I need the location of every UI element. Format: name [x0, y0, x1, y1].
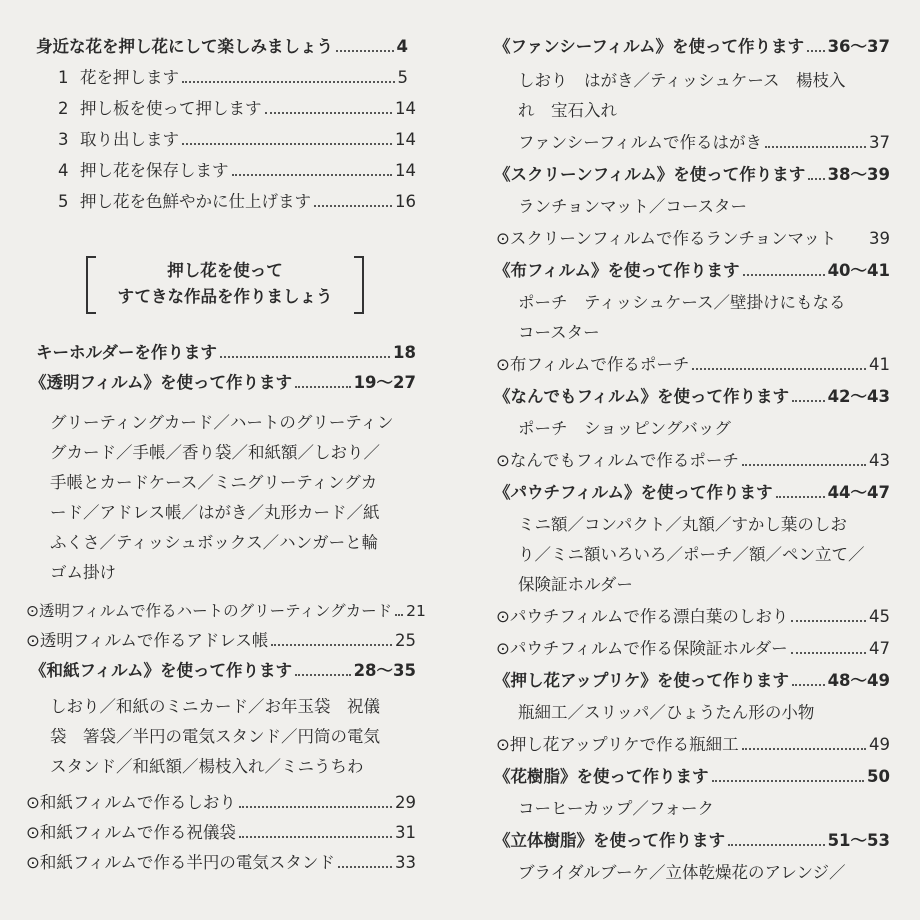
toc-subitems-line: 瓶細工／スリッパ／ひょうたん形の小物: [518, 703, 815, 722]
toc-entry-screen: [494, 156, 890, 186]
toc-entry-washi: [30, 652, 416, 682]
toc-entry-title: ⊙パウチフィルムで作る漂白葉のしおり: [496, 607, 789, 626]
toc-page-number: 40〜41: [827, 261, 890, 280]
toc-subitems-line: しおり／和紙のミニカード／お年玉袋 祝儀: [50, 697, 380, 716]
toc-page-number: 18: [393, 343, 416, 362]
toc-page-number: 48〜49: [827, 671, 890, 690]
leader-dots: [791, 620, 866, 622]
heading-line-1: 押し花を使って: [167, 261, 283, 280]
toc-subitems-line: ふくさ／ティッシュボックス／ハンガーと輪: [50, 533, 379, 552]
toc-entry-title: ⊙なんでもフィルムで作るポーチ: [496, 451, 739, 470]
leader-dots: [265, 112, 393, 114]
toc-page-number: 36〜37: [827, 37, 890, 56]
toc-subitems-line: 手帳とカードケース／ミニグリーティングカ: [50, 473, 378, 492]
toc-page-number: 50: [867, 767, 890, 786]
leader-dots: [728, 844, 825, 846]
toc-page-number: 33: [395, 853, 416, 872]
toc-page-number: 41: [869, 355, 890, 374]
step-number: 4: [58, 161, 69, 180]
toc-entry-nuno-pouch: [496, 346, 890, 376]
toc-page-number: 38〜39: [827, 165, 890, 184]
toc-entry-title: ファンシーフィルムで作るはがき: [518, 133, 762, 152]
toc-entry-washi-shugi: [26, 814, 416, 844]
toc-entry-applique-bin: [496, 726, 890, 756]
toc-entry-title: 取り出します: [80, 130, 179, 149]
toc-page-number: 43: [869, 451, 890, 470]
toc-entry-fancy-hagaki: [518, 124, 890, 154]
toc-entry-title: ⊙パウチフィルムで作る保険証ホルダー: [496, 639, 788, 658]
toc-page-number: 47: [869, 639, 890, 658]
toc-page-number: 29: [395, 793, 416, 812]
toc-step-2: [58, 90, 416, 120]
leader-dots: [182, 81, 395, 83]
toc-subitems-line: ブライダルブーケ／立体乾燥花のアレンジ／: [518, 863, 846, 882]
toc-subitems-line: り／ミニ額いろいろ／ポーチ／額／ペン立て／: [518, 545, 865, 564]
toc-subitems-line: グカード／手帳／香り袋／和紙額／しおり／: [50, 443, 380, 462]
leader-dots: [336, 50, 394, 52]
toc-subitems-line: コーヒーカップ／フォーク: [518, 799, 715, 818]
toc-entry-screen-lunch: [496, 220, 890, 250]
toc-subitems-line: 保険証ホルダー: [518, 575, 633, 594]
toc-step-4: [58, 152, 416, 182]
toc-entry-title: 《パウチフィルム》を使って作ります: [494, 483, 773, 502]
toc-entry-title: 押し花を保存します: [80, 161, 229, 180]
toc-page-number: 19〜27: [353, 373, 416, 392]
toc-entry-title: ⊙透明フィルムで作るアドレス帳: [26, 631, 269, 650]
step-number: 3: [58, 130, 69, 149]
toc-page-number: 31: [395, 823, 416, 842]
toc-entry-title: 押し板を使って押します: [80, 99, 262, 118]
toc-entry-title: キーホルダーを作ります: [36, 343, 217, 362]
toc-entry-title: ⊙布フィルムで作るポーチ: [496, 355, 690, 374]
toc-entry-nuno: [494, 252, 890, 282]
step-number: 5: [58, 192, 69, 211]
leader-dots: [807, 50, 825, 52]
toc-page-number: 14: [395, 99, 416, 118]
leader-dots: [765, 146, 866, 148]
leader-dots: [232, 174, 393, 176]
toc-entry-title: 押し花を色鮮やかに仕上げます: [80, 192, 311, 211]
toc-entry-nandemo-pouch: [496, 442, 890, 472]
leader-dots: [239, 806, 392, 808]
toc-entry-title: ⊙スクリーンフィルムで作るランチョンマット: [496, 229, 837, 248]
section-heading: [86, 258, 364, 310]
toc-subitems-line: ポーチ ティッシュケース／壁掛けにもなる: [518, 293, 846, 312]
leader-dots: [791, 652, 866, 654]
toc-page-number: 28〜35: [353, 661, 416, 680]
toc-entry-nandemo: [494, 378, 890, 408]
toc-page-number: 21: [406, 602, 426, 620]
leader-dots: [792, 684, 825, 686]
toc-entry-title: ⊙和紙フィルムで作る祝儀袋: [26, 823, 236, 842]
leader-dots: [239, 836, 392, 838]
toc-page-number: 4: [396, 37, 408, 56]
toc-page-number: 14: [395, 161, 416, 180]
toc-entry-title: ⊙和紙フィルムで作る半円の電気スタンド: [26, 853, 335, 872]
toc-entry-pouch-shiori: [496, 598, 890, 628]
toc-entry-applique: [494, 662, 890, 692]
leader-dots: [295, 674, 351, 676]
toc-step-1: [58, 59, 408, 89]
toc-subitems-line: グリーティングカード／ハートのグリーティン: [50, 413, 394, 432]
toc-page-number: 51〜53: [827, 831, 890, 850]
leader-dots: [742, 748, 866, 750]
leader-dots: [692, 368, 866, 370]
toc-subitems-line: コースター: [518, 323, 600, 342]
leader-dots: [295, 386, 351, 388]
leader-dots: [743, 274, 825, 276]
toc-page-number: 49: [869, 735, 890, 754]
toc-entry-title: 《花樹脂》を使って作ります: [494, 767, 709, 786]
leader-dots: [220, 356, 390, 358]
step-number: 1: [58, 68, 69, 87]
leader-dots: [776, 496, 825, 498]
toc-step-5: [58, 183, 416, 213]
toc-entry-title: 花を押します: [80, 68, 179, 87]
toc-entry-title: ⊙押し花アップリケで作る瓶細工: [496, 735, 739, 754]
toc-entry-title: 《和紙フィルム》を使って作ります: [30, 661, 293, 680]
toc-entry-kajushi: [494, 758, 890, 788]
toc-entry-toumei: [30, 364, 416, 394]
step-number: 2: [58, 99, 69, 118]
leader-dots: [314, 205, 392, 207]
toc-entry-title: ⊙透明フィルムで作るハートのグリーティングカード: [26, 602, 393, 620]
leader-dots: [742, 464, 866, 466]
toc-page-number: 16: [395, 192, 416, 211]
toc-entry-title: 《布フィルム》を使って作ります: [494, 261, 740, 280]
toc-entry-keyholder: [36, 334, 416, 364]
toc-subitems-line: ゴム掛け: [50, 563, 116, 582]
toc-entry-pouch: [494, 474, 890, 504]
leader-dots: [271, 644, 392, 646]
toc-entry-title: 《なんでもフィルム》を使って作ります: [494, 387, 790, 406]
toc-page-number: 25: [395, 631, 416, 650]
toc-subitems-line: ポーチ ショッピングバッグ: [518, 419, 731, 438]
leader-dots: [792, 400, 825, 402]
toc-page-number: 39: [869, 229, 890, 248]
toc-entry-washi-stand: [26, 844, 416, 874]
toc-subitems-line: ミニ額／コンパクト／丸額／すかし葉のしお: [518, 515, 847, 534]
toc-entry-fancy: [494, 28, 890, 58]
leader-dots: [182, 143, 392, 145]
toc-entry-toumei-address: [26, 622, 416, 652]
toc-page-number: 14: [395, 130, 416, 149]
toc-page-number: 44〜47: [827, 483, 890, 502]
toc-entry-title: 身近な花を押し花にして楽しみましょう: [36, 37, 333, 56]
leader-dots: [712, 780, 865, 782]
toc-page-number: 5: [397, 68, 408, 87]
toc-page-number: 37: [869, 133, 890, 152]
toc-entry-title: 《スクリーンフィルム》を使って作ります: [494, 165, 806, 184]
leader-dots: [338, 866, 392, 868]
toc-entry-title: 《透明フィルム》を使って作ります: [30, 373, 293, 392]
toc-entry-rittai: [494, 822, 890, 852]
toc-entry-washi-shiori: [26, 784, 416, 814]
toc-subitems-line: しおり はがき／ティッシュケース 楊枝入: [518, 71, 846, 90]
toc-subitems-line: 袋 箸袋／半円の電気スタンド／円筒の電気: [50, 727, 380, 746]
toc-entry-pouch-holder: [496, 630, 890, 660]
toc-entry-title: 《ファンシーフィルム》を使って作ります: [494, 37, 804, 56]
leader-dots: [808, 178, 824, 180]
section-heading-box: [86, 256, 364, 310]
toc-entry-title: ⊙和紙フィルムで作るしおり: [26, 793, 236, 812]
toc-subitems-line: スタンド／和紙額／楊枝入れ／ミニうちわ: [50, 757, 364, 776]
leader-dots: [395, 614, 403, 616]
toc-subitems-line: ード／アドレス帳／はがき／丸形カード／紙: [50, 503, 380, 522]
toc-subitems-line: ランチョンマット／コースター: [518, 197, 748, 216]
heading-line-2: すてきな作品を作りましょう: [117, 287, 333, 306]
toc-entry-intro: [36, 28, 408, 58]
toc-page-number: 42〜43: [827, 387, 890, 406]
toc-entry-title: 《立体樹脂》を使って作ります: [494, 831, 725, 850]
toc-entry-toumei-heart: [26, 592, 426, 622]
toc-subitems-line: れ 宝石入れ: [518, 101, 617, 120]
toc-step-3: [58, 121, 416, 151]
toc-page-number: 45: [869, 607, 890, 626]
toc-entry-title: 《押し花アップリケ》を使って作ります: [494, 671, 789, 690]
